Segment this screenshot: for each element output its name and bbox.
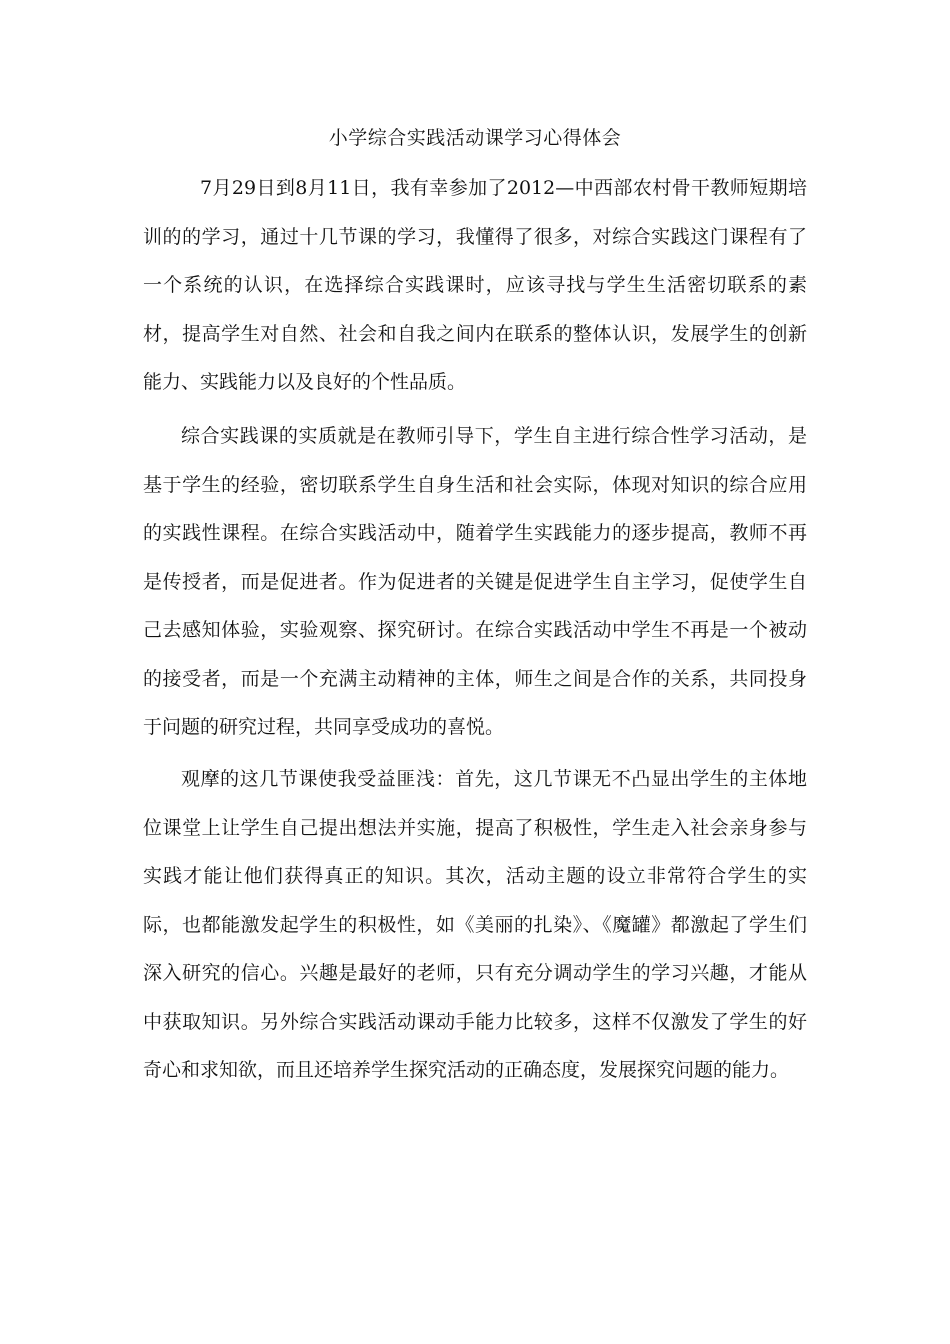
document-title: 小学综合实践活动课学习心得体会 — [328, 127, 622, 149]
paragraph-1: 7月29日到8月11日，我有幸参加了2012—中西部农村骨干教师短期培训的的学习，通过十几节课的学习，我懂得了很多，对综合实践这门课程有了一个系统的认识，在选择综合实践课时，应该寻找与学生生活密切联系的素材，提高学生对自然、社会和自我之间内在联系的整体认识，发展学生的创新能力、实践能力以及良好的个性品质。 — [143, 177, 807, 393]
paragraph-2: 综合实践课的实质就是在教师引导下，学生自主进行综合性学习活动，是基于学生的经验，密切联系学生自身生活和社会实际，体现对知识的综合应用的实践性课程。在综合实践活动中，随着学生实践能力的逐步提高，教师不再是传授者，而是促进者。作为促进者的关键是促进学生自主学习，促使学生自己去感知体验，实验观察、探究研讨。在综合实践活动中学生不再是一个被动的接受者，而是一个充满主动精神的主体，师生之间是合作的关系，共同投身于问题的研究过程，共同享受成功的喜悦。 — [143, 425, 807, 738]
paragraph-3: 观摩的这几节课使我受益匪浅：首先，这几节课无不凸显出学生的主体地位课堂上让学生自己提出想法并实施，提高了积极性，学生走入社会亲身参与实践才能让他们获得真正的知识。其次，活动主题的设立非常符合学生的实际，也都能激发起学生的积极性，如《美丽的扎染》、《魔罐》都激起了学生们深入研究的信心。兴趣是最好的老师，只有充分调动学生的学习兴趣，才能从中获取知识。另外综合实践活动课动手能力比较多，这样不仅激发了学生的好奇心和求知欲，而且还培养学生探究活动的正确态度，发展探究问题的能力。 — [143, 768, 807, 1081]
